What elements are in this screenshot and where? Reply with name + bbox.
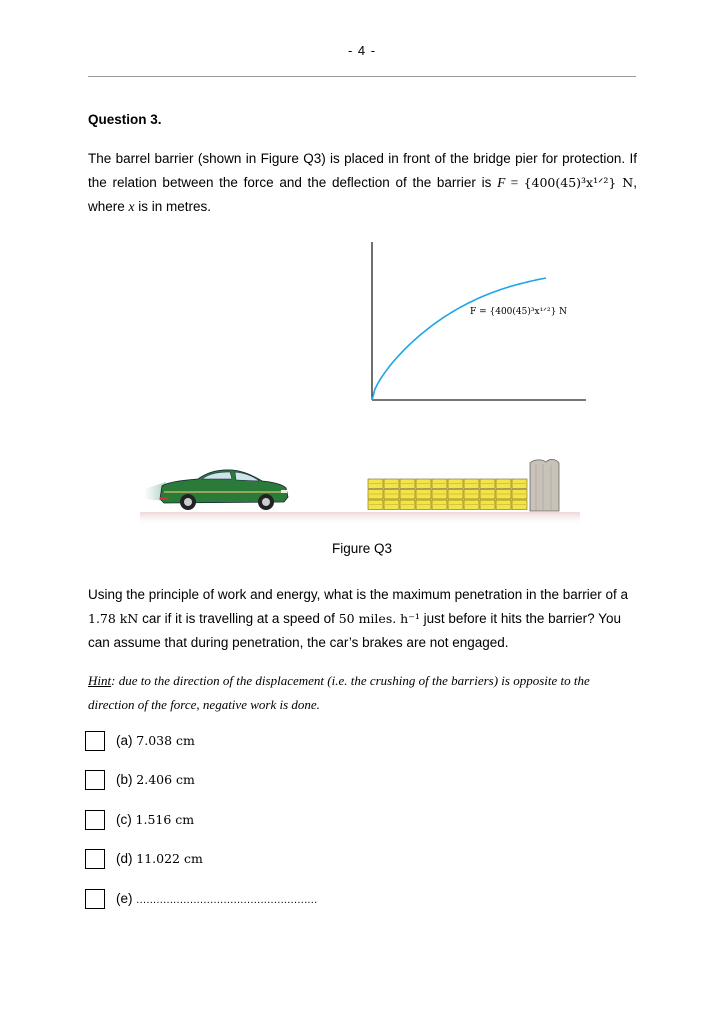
car-hubcap-rear xyxy=(184,498,192,506)
checkbox-d[interactable] xyxy=(85,849,105,869)
option-c-label xyxy=(116,812,194,827)
question-title: Question 3. xyxy=(88,112,162,127)
curve-label: F = {400(45)³x¹ᐟ²} N xyxy=(470,307,568,317)
option-letter: (a) xyxy=(116,733,133,748)
intro-text-2: , where xyxy=(88,175,637,214)
hint-label: Hint xyxy=(88,673,112,688)
question-intro xyxy=(88,147,637,219)
header-divider xyxy=(88,76,636,77)
option-d-label xyxy=(116,851,203,866)
ground-shadow xyxy=(140,512,580,526)
option-letter: (e) xyxy=(116,891,133,906)
car-speed: 50 miles. h⁻¹ xyxy=(338,611,420,626)
body-text-2: car if it is travelling at a speed of xyxy=(138,611,339,626)
option-letter: (b) xyxy=(116,772,133,787)
force-formula: {400(45)³x¹ᐟ²} N xyxy=(523,175,634,190)
option-letter: (d) xyxy=(116,851,133,866)
hint-note xyxy=(88,669,637,717)
car xyxy=(144,470,288,510)
checkbox-c[interactable] xyxy=(85,810,105,830)
car-hubcap-front xyxy=(262,498,270,506)
force-curve xyxy=(372,278,546,400)
checkbox-b[interactable] xyxy=(85,770,105,790)
intro-text-1: The barrel barrier (shown in Figure Q3) is placed in front of the bridge pier for protection. If the relation between the force and the deflection of the barrier is xyxy=(88,151,637,190)
option-letter: (c) xyxy=(116,812,132,827)
checkbox-a[interactable] xyxy=(85,731,105,751)
option-value: ...................................................... xyxy=(136,894,318,906)
option-a-label xyxy=(116,733,195,748)
barrel-barrier xyxy=(368,479,527,510)
option-value: 7.038 cm xyxy=(136,733,195,748)
pier-body xyxy=(530,459,559,511)
body-text-3: just before it hits the barrier? You can assume that during penetration, the car’s brakes are not engaged. xyxy=(88,611,621,650)
page-number: - 4 - xyxy=(347,43,377,58)
hint-text: : due to the direction of the displacement (i.e. the crushing of the barriers) is opposite to the direction of the force, negative work is done. xyxy=(88,673,590,712)
option-value: 1.516 cm xyxy=(135,812,195,827)
car-barrier-illustration xyxy=(140,455,580,527)
force-deflection-graph xyxy=(360,238,600,408)
intro-text-3: is in metres. xyxy=(134,199,212,214)
checkbox-e[interactable] xyxy=(85,889,105,909)
option-b-label xyxy=(116,772,195,787)
option-value: 2.406 cm xyxy=(136,772,195,787)
option-value: 11.022 cm xyxy=(136,851,203,866)
bridge-pier xyxy=(530,459,559,511)
figure-caption: Figure Q3 xyxy=(331,541,393,556)
car-headlight xyxy=(281,490,287,493)
body-text-1: Using the principle of work and energy, what is the maximum penetration in the barrier of a xyxy=(88,587,629,602)
x-symbol: x xyxy=(128,199,135,214)
car-taillight xyxy=(160,497,168,500)
option-e-label xyxy=(116,891,318,906)
force-symbol: F xyxy=(497,175,506,190)
equals-sign: = xyxy=(505,175,524,190)
car-weight: 1.78 kN xyxy=(88,611,139,626)
question-body xyxy=(88,583,637,655)
